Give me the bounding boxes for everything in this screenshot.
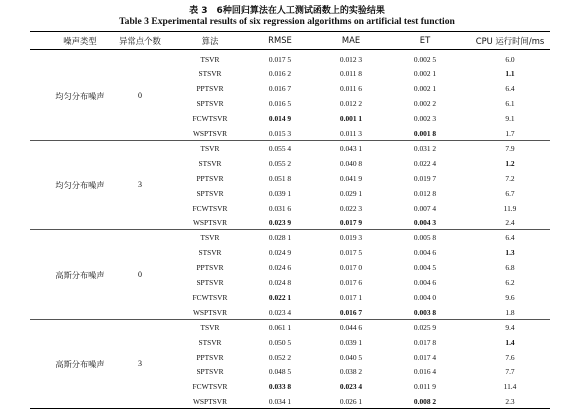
cpu-cell: 2.4 — [505, 218, 515, 228]
cpu-cell: 1.1 — [505, 69, 515, 79]
algo-cell: PPTSVR — [196, 263, 224, 273]
et-cell: 0.007 4 — [413, 203, 437, 213]
group-divider — [30, 229, 550, 230]
mae-cell: 0.016 7 — [339, 307, 363, 317]
cpu-cell: 9.6 — [505, 292, 515, 302]
algo-cell: TSVR — [200, 322, 220, 332]
rmse-cell: 0.050 5 — [268, 337, 292, 347]
et-cell: 0.008 2 — [413, 397, 437, 407]
outlier-count-cell: 3 — [138, 358, 142, 368]
algo-cell: SPTSVR — [196, 99, 224, 109]
et-cell: 0.001 8 — [413, 129, 437, 138]
rmse-cell: 0.051 8 — [268, 173, 292, 183]
algo-cell: SPTSVR — [196, 188, 224, 198]
cpu-cell: 6.1 — [505, 99, 515, 109]
et-cell: 0.002 2 — [413, 99, 437, 109]
algo-cell: SPTSVR — [196, 278, 224, 287]
et-cell: 0.002 1 — [413, 69, 437, 79]
cpu-cell: 2.3 — [505, 397, 515, 407]
algo-cell: FCWTSVR — [192, 382, 228, 392]
mae-cell: 0.017 1 — [339, 292, 363, 302]
mae-cell: 0.040 8 — [339, 158, 363, 168]
cpu-cell: 7.7 — [505, 367, 515, 377]
rmse-cell: 0.014 9 — [268, 114, 292, 124]
cpu-cell: 6.4 — [505, 233, 515, 243]
cpu-cell: 6.4 — [505, 84, 515, 94]
mae-cell: 0.017 6 — [339, 278, 363, 287]
rmse-cell: 0.024 9 — [268, 248, 292, 258]
cpu-cell: 1.2 — [505, 158, 515, 168]
rmse-cell: 0.017 5 — [268, 54, 292, 64]
algo-cell: STSVR — [198, 337, 222, 347]
header-noise-type: 噪声类型 — [63, 36, 97, 46]
algo-cell: TSVR — [200, 233, 220, 243]
cpu-cell: 7.6 — [505, 352, 515, 362]
rmse-cell: 0.015 3 — [268, 129, 292, 138]
algo-cell: PPTSVR — [196, 352, 224, 362]
mae-cell: 0.011 6 — [340, 84, 362, 94]
et-cell: 0.002 5 — [413, 54, 437, 64]
cpu-cell: 9.1 — [505, 114, 515, 124]
rmse-cell: 0.024 8 — [268, 278, 292, 287]
et-cell: 0.005 8 — [413, 233, 437, 243]
et-cell: 0.016 4 — [413, 367, 437, 377]
mae-cell: 0.038 2 — [339, 367, 363, 377]
et-cell: 0.004 0 — [413, 292, 437, 302]
noise-type-cell: 均匀分布噪声 — [55, 90, 105, 101]
cpu-cell: 1.8 — [505, 307, 515, 317]
mae-cell: 0.044 6 — [339, 322, 363, 332]
rmse-cell: 0.061 1 — [268, 322, 292, 332]
rmse-cell: 0.055 4 — [268, 143, 292, 153]
mae-cell: 0.026 1 — [339, 397, 363, 407]
algo-cell: TSVR — [200, 143, 220, 153]
et-cell: 0.004 6 — [413, 278, 437, 287]
algo-cell: PPTSVR — [196, 173, 224, 183]
rmse-cell: 0.023 4 — [268, 307, 292, 317]
mae-cell: 0.017 0 — [339, 263, 363, 273]
algo-cell: SPTSVR — [196, 367, 224, 377]
header-rmse: RMSE — [268, 35, 292, 45]
et-cell: 0.031 2 — [413, 143, 437, 153]
cpu-cell: 11.9 — [503, 203, 517, 213]
cpu-cell: 1.3 — [505, 248, 515, 258]
mae-cell: 0.029 1 — [339, 188, 363, 198]
cpu-cell: 6.7 — [505, 188, 515, 198]
et-cell: 0.019 7 — [413, 173, 437, 183]
cpu-cell: 7.2 — [505, 173, 515, 183]
rmse-cell: 0.016 7 — [268, 84, 292, 94]
bottom-rule — [30, 408, 550, 409]
mae-cell: 0.041 9 — [339, 173, 363, 183]
cpu-cell: 6.2 — [505, 278, 515, 287]
mae-cell: 0.043 1 — [339, 143, 363, 153]
header-algorithm: 算法 — [201, 36, 219, 46]
mae-cell: 0.040 5 — [339, 352, 363, 362]
rmse-cell: 0.048 5 — [268, 367, 292, 377]
rmse-cell: 0.055 2 — [268, 158, 292, 168]
mae-cell: 0.012 3 — [339, 54, 363, 64]
et-cell: 0.004 5 — [413, 263, 437, 273]
et-cell: 0.022 4 — [413, 158, 437, 168]
header-outlier-count: 异常点个数 — [119, 36, 161, 46]
rmse-cell: 0.024 6 — [268, 263, 292, 273]
rmse-cell: 0.022 1 — [268, 292, 292, 302]
header-rule — [30, 49, 550, 50]
outlier-count-cell: 0 — [138, 90, 142, 100]
algo-cell: WSPTSVR — [192, 129, 228, 138]
cpu-cell: 11.4 — [503, 382, 517, 392]
cpu-cell: 6.0 — [505, 54, 515, 64]
outlier-count-cell: 0 — [138, 269, 142, 279]
group-divider — [30, 140, 550, 141]
mae-cell: 0.023 4 — [339, 382, 363, 392]
et-cell: 0.003 8 — [413, 307, 437, 317]
algo-cell: TSVR — [200, 54, 220, 64]
header-et: ET — [419, 35, 431, 45]
mae-cell: 0.039 1 — [339, 337, 363, 347]
rmse-cell: 0.016 2 — [268, 69, 292, 79]
mae-cell: 0.017 5 — [339, 248, 363, 258]
noise-type-cell: 均匀分布噪声 — [55, 180, 105, 191]
outlier-count-cell: 3 — [138, 180, 142, 190]
algo-cell: PPTSVR — [196, 84, 224, 94]
et-cell: 0.011 9 — [414, 382, 436, 392]
top-rule — [30, 31, 550, 32]
mae-cell: 0.017 9 — [339, 218, 363, 228]
noise-type-cell: 高斯分布噪声 — [55, 269, 105, 280]
algo-cell: STSVR — [198, 248, 222, 258]
et-cell: 0.002 3 — [413, 114, 437, 124]
algo-cell: WSPTSVR — [192, 218, 228, 228]
et-cell: 0.012 8 — [413, 188, 437, 198]
et-cell: 0.002 1 — [413, 84, 437, 94]
mae-cell: 0.022 3 — [339, 203, 363, 213]
noise-type-cell: 高斯分布噪声 — [55, 358, 105, 369]
algo-cell: FCWTSVR — [192, 203, 228, 213]
cpu-cell: 7.9 — [505, 143, 515, 153]
mae-cell: 0.001 1 — [339, 114, 363, 124]
et-cell: 0.025 9 — [413, 322, 437, 332]
header-cpu-time: CPU 运行时间/ms — [475, 36, 545, 46]
et-cell: 0.017 8 — [413, 337, 437, 347]
mae-cell: 0.011 3 — [340, 129, 362, 138]
table-caption-en: Table 3 Experimental results of six regression algorithms on artificial test function — [119, 16, 455, 27]
rmse-cell: 0.033 8 — [268, 382, 292, 392]
mae-cell: 0.012 2 — [339, 99, 363, 109]
algo-cell: STSVR — [198, 69, 222, 79]
algo-cell: FCWTSVR — [192, 292, 228, 302]
et-cell: 0.004 3 — [413, 218, 437, 228]
mae-cell: 0.011 8 — [340, 69, 362, 79]
mae-cell: 0.019 3 — [339, 233, 363, 243]
header-mae: MAE — [341, 35, 361, 45]
cpu-cell: 1.7 — [505, 129, 515, 138]
rmse-cell: 0.052 2 — [268, 352, 292, 362]
et-cell: 0.017 4 — [413, 352, 437, 362]
algo-cell: WSPTSVR — [192, 397, 228, 407]
cpu-cell: 6.8 — [505, 263, 515, 273]
cpu-cell: 1.4 — [505, 337, 515, 347]
algo-cell: WSPTSVR — [192, 307, 228, 317]
rmse-cell: 0.031 6 — [268, 203, 292, 213]
algo-cell: FCWTSVR — [192, 114, 228, 124]
rmse-cell: 0.028 1 — [268, 233, 292, 243]
rmse-cell: 0.034 1 — [268, 397, 292, 407]
cpu-cell: 9.4 — [505, 322, 515, 332]
table-caption-zh: 表 3 6种回归算法在人工测试函数上的实验结果 — [189, 6, 385, 16]
rmse-cell: 0.016 5 — [268, 99, 292, 109]
algo-cell: STSVR — [198, 158, 222, 168]
rmse-cell: 0.039 1 — [268, 188, 292, 198]
rmse-cell: 0.023 9 — [268, 218, 292, 228]
group-divider — [30, 319, 550, 320]
et-cell: 0.004 6 — [413, 248, 437, 258]
